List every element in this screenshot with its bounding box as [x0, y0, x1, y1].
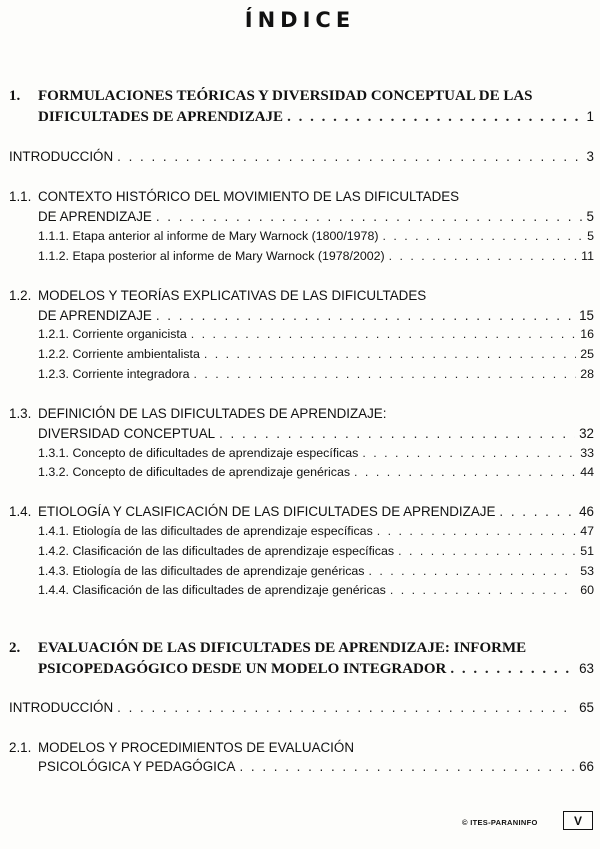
chapter-title-line1: FORMULACIONES TEÓRICAS Y DIVERSIDAD CONCEPTUAL DE LAS: [38, 88, 533, 104]
toc-entry-1-1-1[interactable]: [38, 228, 594, 245]
page-number: 33: [580, 446, 594, 460]
entry-title: INTRODUCCIÓN: [9, 149, 114, 164]
page-number: 51: [580, 544, 594, 558]
dot-leader: [389, 248, 577, 265]
dot-leader: [362, 445, 576, 462]
dot-leader: [156, 208, 583, 225]
section-number: 2.1.: [9, 740, 32, 755]
toc-entry-introduccion[interactable]: [9, 148, 594, 165]
toc-entry-1-2-3[interactable]: [38, 366, 594, 383]
page-number: 5: [587, 229, 594, 243]
section-number: 1.2.: [9, 288, 32, 303]
section-number: 1.4.: [9, 504, 32, 519]
section-title-line1: MODELOS Y TEORÍAS EXPLICATIVAS DE LAS DIFICULTADES: [38, 288, 427, 303]
entry-title: 1.2.3. Corriente integradora: [38, 367, 190, 381]
section-number: 1.1.: [9, 189, 32, 204]
page-number: 25: [580, 347, 594, 361]
toc-entry-1-1[interactable]: [38, 208, 594, 225]
entry-title: ETIOLOGÍA Y CLASIFICACIÓN DE LAS DIFICULTADES DE APRENDIZAJE: [38, 504, 496, 519]
section-title-line1: CONTEXTO HISTÓRICO DEL MOVIMIENTO DE LAS DIFICULTADES: [38, 189, 460, 204]
chapter-title-line2: PSICOPEDAGÓGICO DESDE UN MODELO INTEGRADOR: [38, 661, 447, 677]
dot-leader: [382, 228, 583, 245]
dot-leader: [450, 661, 575, 678]
toc-entry-1-4-1[interactable]: [38, 523, 594, 540]
toc-entry-1-4-3[interactable]: [38, 563, 594, 580]
page-number: 28: [580, 367, 594, 381]
section-title-line1: MODELOS Y PROCEDIMIENTOS DE EVALUACIÓN: [38, 740, 354, 755]
dot-leader: [117, 699, 575, 716]
toc-entry-2-1[interactable]: [38, 758, 594, 775]
entry-title: 1.4.1. Etiología de las dificultades de aprendizaje específicas: [38, 524, 373, 538]
toc-entry-1-2-2[interactable]: [38, 346, 594, 363]
dot-leader: [156, 307, 575, 324]
dot-leader: [117, 148, 582, 165]
entry-title: 1.1.2. Etapa posterior al informe de Mary Warnock (1978/2002): [38, 249, 385, 263]
toc-entry-1-4-2[interactable]: [38, 543, 594, 560]
dot-leader: [369, 563, 577, 580]
section-title-line2: PSICOLÓGICA Y PEDAGÓGICA: [38, 759, 236, 774]
entry-title: INTRODUCCIÓN: [9, 700, 114, 715]
entry-title: 1.4.4. Clasificación de las dificultades de aprendizaje genéricas: [38, 583, 386, 597]
toc-entry-1-3[interactable]: [38, 425, 594, 442]
dot-leader: [194, 366, 577, 383]
entry-title: 1.1.1. Etapa anterior al informe de Mary Warnock (1800/1978): [38, 229, 379, 243]
dot-leader: [219, 425, 575, 442]
toc-entry-introduccion-2[interactable]: [9, 699, 594, 716]
page-number: 3: [586, 149, 594, 164]
page-number: 66: [579, 759, 594, 774]
page-number: 44: [580, 465, 594, 479]
section-title-line2: DE APRENDIZAJE: [38, 209, 152, 224]
toc-entry-1-3-1[interactable]: [38, 445, 594, 462]
page-title: ÍNDICE: [244, 8, 356, 32]
entry-title: 1.2.1. Corriente organicista: [38, 327, 187, 341]
dot-leader: [390, 582, 576, 599]
entry-title: 1.4.2. Clasificación de las dificultades de aprendizaje específicas: [38, 544, 395, 558]
toc-entry-chapter-1[interactable]: [38, 108, 594, 126]
publisher-label: © ITES-PARANINFO: [462, 818, 538, 827]
chapter-title-line1: EVALUACIÓN DE LAS DIFICULTADES DE APRENDIZAJE: INFORME: [38, 640, 527, 656]
chapter-number: 2.: [9, 640, 21, 656]
entry-title: 1.3.1. Concepto de dificultades de aprendizaje específicas: [38, 446, 359, 460]
dot-leader: [398, 543, 576, 560]
page-number: 5: [586, 209, 594, 224]
page-number: 47: [580, 524, 594, 538]
page-number: 32: [579, 426, 594, 441]
entry-title: 1.3.2. Concepto de dificultades de aprendizaje genéricas: [38, 465, 351, 479]
section-title-line2: DE APRENDIZAJE: [38, 308, 152, 323]
dot-leader: [354, 464, 576, 481]
page-number: 63: [579, 661, 594, 676]
toc-entry-1-1-2[interactable]: [38, 248, 594, 265]
dot-leader: [287, 109, 582, 126]
entry-title: 1.2.2. Corriente ambientalista: [38, 347, 200, 361]
page-number: 15: [579, 308, 594, 323]
page-number: 53: [580, 564, 594, 578]
section-title-line2: DIVERSIDAD CONCEPTUAL: [38, 426, 216, 441]
toc-entry-1-4-4[interactable]: [38, 582, 594, 599]
section-title-line1: DEFINICIÓN DE LAS DIFICULTADES DE APRENDIZAJE:: [38, 406, 387, 421]
page-number: 65: [579, 700, 594, 715]
dot-leader: [377, 523, 576, 540]
page-number: 60: [580, 583, 594, 597]
entry-title: 1.4.3. Etiología de las dificultades de aprendizaje genéricas: [38, 564, 365, 578]
dot-leader: [239, 758, 575, 775]
section-number: 1.3.: [9, 406, 32, 421]
dot-leader: [204, 346, 576, 363]
toc-entry-1-2-1[interactable]: [38, 326, 594, 343]
chapter-number: 1.: [9, 88, 21, 104]
page-number: 11: [581, 249, 594, 263]
page-number: 1: [586, 109, 594, 124]
toc-entry-1-4[interactable]: [38, 503, 594, 520]
toc-entry-1-3-2[interactable]: [38, 464, 594, 481]
page-number: 16: [580, 327, 594, 341]
page-number: 46: [579, 504, 594, 519]
chapter-title-line2: DIFICULTADES DE APRENDIZAJE: [38, 109, 284, 125]
dot-leader: [499, 503, 575, 520]
toc-entry-chapter-2[interactable]: [38, 660, 594, 678]
dot-leader: [191, 326, 576, 343]
toc-entry-1-2[interactable]: [38, 307, 594, 324]
footer-page-number: V: [563, 811, 593, 830]
